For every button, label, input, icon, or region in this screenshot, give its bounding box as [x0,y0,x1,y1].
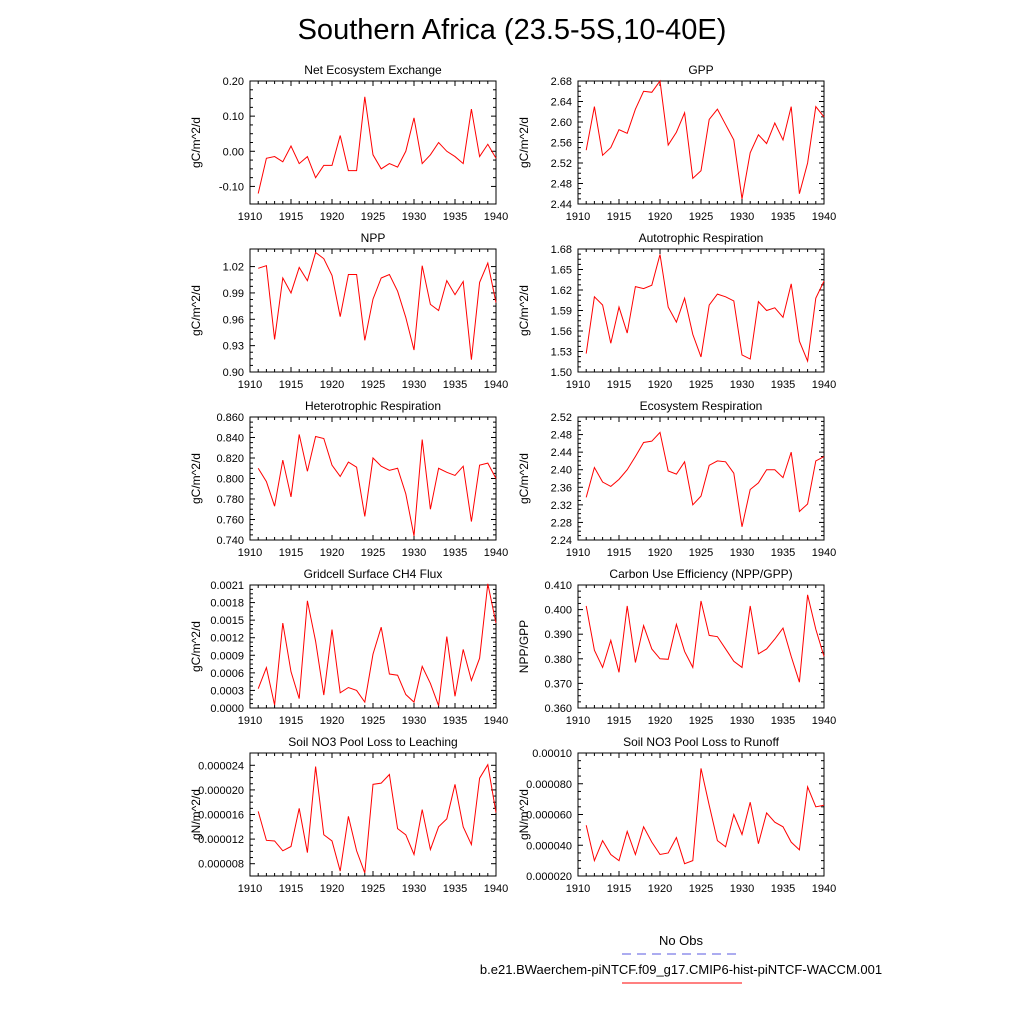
page-title: Southern Africa (23.5-5S,10-40E) [297,14,727,46]
panel-title: Soil NO3 Pool Loss to Runoff [623,735,779,749]
x-tick-label: 1910 [565,211,591,223]
y-axis-label: NPP/GPP [517,619,531,674]
x-tick-label: 1915 [606,211,632,223]
x-tick-label: 1930 [401,211,427,223]
y-tick-label: 0.000020 [526,871,572,883]
x-tick-label: 1925 [688,883,714,895]
y-axis-label: gC/m^2/d [189,117,203,168]
panel-title: Autotrophic Respiration [638,231,764,245]
y-tick-label: 0.0006 [210,667,244,680]
x-tick-label: 1940 [483,379,509,391]
x-tick-label: 1910 [237,715,263,727]
x-tick-label: 1910 [237,547,263,559]
y-tick-label: 2.36 [550,482,572,495]
series-line [258,434,496,535]
x-tick-label: 1925 [688,379,714,391]
series-line [586,595,824,682]
x-tick-label: 1920 [647,211,673,223]
x-tick-label: 1915 [606,379,632,391]
y-axis-label: gC/m^2/d [517,285,531,336]
y-tick-label: 0.000016 [198,809,244,822]
x-tick-label: 1925 [360,883,386,895]
x-tick-label: 1935 [770,715,796,727]
y-tick-label: 0.0009 [210,650,244,663]
y-axis-label: gC/m^2/d [189,621,203,672]
x-tick-label: 1930 [401,883,427,895]
y-tick-label: 2.32 [550,499,572,512]
x-tick-label: 1935 [442,211,468,223]
y-tick-label: 2.52 [550,412,572,424]
series-line [258,584,496,706]
x-tick-label: 1920 [647,547,673,559]
y-tick-label: -0.10 [218,181,244,194]
y-tick-label: 0.000008 [198,858,244,871]
x-tick-label: 1935 [442,547,468,559]
y-tick-label: 0.0000 [210,703,244,715]
y-tick-label: 2.44 [550,199,572,211]
y-tick-label: 0.740 [216,535,244,547]
x-tick-label: 1940 [483,883,509,895]
x-tick-label: 1915 [278,715,304,727]
x-tick-label: 1935 [770,883,796,895]
panel-title: NPP [360,231,386,245]
x-tick-label: 1940 [483,715,509,727]
panel-title: GPP [688,63,714,77]
y-tick-label: 0.90 [222,367,244,379]
y-tick-label: 2.48 [550,178,572,191]
x-tick-label: 1920 [647,883,673,895]
y-axis-label: gN/m^2/d [517,789,531,840]
x-tick-label: 1935 [770,547,796,559]
x-tick-label: 1925 [360,715,386,727]
y-tick-label: 0.410 [544,580,572,592]
y-tick-label: 0.0003 [210,685,244,698]
y-tick-label: 0.000080 [526,778,572,791]
x-tick-label: 1940 [811,883,837,895]
x-tick-label: 1935 [442,883,468,895]
y-tick-label: 0.96 [222,314,244,327]
x-tick-label: 1910 [237,211,263,223]
y-tick-label: 0.860 [216,412,244,424]
y-tick-label: 0.000040 [526,840,572,853]
x-tick-label: 1930 [729,547,755,559]
x-tick-label: 1915 [278,379,304,391]
y-tick-label: 2.68 [550,76,572,88]
x-tick-label: 1925 [360,211,386,223]
series-line [258,765,496,873]
x-tick-label: 1920 [319,379,345,391]
x-tick-label: 1915 [606,715,632,727]
chart-panel [517,231,836,391]
y-tick-label: 2.52 [550,158,572,170]
x-tick-label: 1940 [811,211,837,223]
y-tick-label: 1.02 [222,261,244,274]
x-tick-label: 1910 [565,883,591,895]
series-line [586,81,824,199]
x-tick-label: 1930 [729,211,755,223]
x-tick-label: 1915 [606,547,632,559]
chart-panel [189,63,508,223]
x-tick-label: 1910 [237,883,263,895]
chart-panel [189,567,508,727]
y-tick-label: 0.800 [216,473,244,486]
y-tick-label: 1.56 [550,326,572,338]
y-axis-label: gC/m^2/d [517,453,531,504]
x-tick-label: 1910 [237,379,263,391]
x-tick-label: 1915 [606,883,632,895]
x-tick-label: 1925 [360,547,386,559]
y-tick-label: 0.0015 [210,615,244,628]
y-tick-label: 0.10 [222,111,244,124]
x-tick-label: 1925 [688,715,714,727]
y-tick-label: 0.00 [222,146,244,159]
x-tick-label: 1915 [278,883,304,895]
chart-panel [517,63,836,223]
y-tick-label: 1.68 [550,244,572,256]
chart-panel [517,399,836,559]
x-tick-label: 1930 [401,547,427,559]
series-line [586,768,824,863]
legend [480,933,882,983]
y-tick-label: 0.840 [216,432,244,445]
y-tick-label: 0.0018 [210,597,244,610]
y-axis-label: gC/m^2/d [189,285,203,336]
y-tick-label: 1.62 [550,285,572,297]
panel-title: Ecosystem Respiration [639,399,763,413]
x-tick-label: 1930 [401,379,427,391]
y-tick-label: 1.59 [550,305,572,318]
y-tick-label: 0.000020 [198,784,244,797]
panel-title: Heterotrophic Respiration [304,399,442,413]
y-tick-label: 0.99 [222,287,244,300]
panel-title: Carbon Use Efficiency (NPP/GPP) [609,567,793,581]
y-axis-label: gN/m^2/d [189,789,203,840]
x-tick-label: 1935 [442,379,468,391]
y-tick-label: 0.93 [222,340,244,353]
series-line [258,97,496,194]
x-tick-label: 1920 [647,715,673,727]
plot-frame [250,753,496,876]
y-tick-label: 0.000060 [526,809,572,822]
x-tick-label: 1920 [319,211,345,223]
y-tick-label: 2.64 [550,96,572,109]
x-tick-label: 1935 [442,715,468,727]
y-tick-label: 2.40 [550,464,572,477]
y-tick-label: 0.400 [544,604,572,617]
y-axis-label: gC/m^2/d [189,453,203,504]
legend-label: b.e21.BWaerchem-piNTCF.f09_g17.CMIP6-hist-piNTCF-WACCM.001 [479,962,883,977]
plot-frame [250,249,496,372]
panel-title: Soil NO3 Pool Loss to Leaching [288,735,458,749]
x-tick-label: 1920 [319,715,345,727]
chart-panel [517,567,836,727]
y-tick-label: 2.44 [550,447,572,460]
x-tick-label: 1940 [811,379,837,391]
y-axis-label: gC/m^2/d [517,117,531,168]
y-tick-label: 0.370 [544,678,572,691]
y-tick-label: 0.380 [544,653,572,666]
x-tick-label: 1940 [483,211,509,223]
plot-frame [578,249,824,372]
y-tick-label: 1.53 [550,346,572,359]
x-tick-label: 1920 [319,547,345,559]
x-tick-label: 1940 [811,715,837,727]
chart-panel [189,399,508,559]
y-tick-label: 2.60 [550,117,572,129]
series-line [586,254,824,361]
x-tick-label: 1910 [565,379,591,391]
chart-panel [189,231,508,391]
series-line [586,432,824,526]
legend-label: No Obs [658,933,704,948]
y-tick-label: 2.24 [550,535,572,547]
x-tick-label: 1935 [770,211,796,223]
x-tick-label: 1930 [401,715,427,727]
x-tick-label: 1915 [278,547,304,559]
x-tick-label: 1940 [483,547,509,559]
x-tick-label: 1910 [565,547,591,559]
x-tick-label: 1935 [770,379,796,391]
x-tick-label: 1920 [319,883,345,895]
x-tick-label: 1925 [688,547,714,559]
y-tick-label: 2.56 [550,137,572,150]
y-tick-label: 0.0021 [210,580,244,592]
x-tick-label: 1930 [729,379,755,391]
plot-frame [578,81,824,204]
y-tick-label: 0.390 [544,629,572,642]
x-tick-label: 1915 [278,211,304,223]
x-tick-label: 1925 [360,379,386,391]
panel-title: Net Ecosystem Exchange [304,63,442,77]
x-tick-label: 1910 [565,715,591,727]
y-tick-label: 0.0012 [210,632,244,645]
y-tick-label: 0.20 [222,76,244,88]
y-tick-label: 2.28 [550,517,572,530]
y-tick-label: 0.820 [216,453,244,465]
x-tick-label: 1930 [729,715,755,727]
y-tick-label: 0.00010 [532,748,572,760]
x-tick-label: 1920 [647,379,673,391]
plot-frame [578,417,824,540]
x-tick-label: 1940 [811,547,837,559]
y-tick-label: 0.000024 [198,760,244,773]
y-tick-label: 0.780 [216,494,244,506]
plot-frame [250,81,496,204]
y-tick-label: 0.360 [544,703,572,715]
chart-panel [517,735,836,895]
y-tick-label: 1.65 [550,264,572,277]
y-tick-label: 1.50 [550,367,572,379]
panel-title: Gridcell Surface CH4 Flux [303,567,443,581]
y-tick-label: 0.000012 [198,834,244,847]
y-tick-label: 2.48 [550,429,572,442]
series-line [258,253,496,360]
chart-panel [189,735,508,895]
y-tick-label: 0.760 [216,514,244,527]
x-tick-label: 1930 [729,883,755,895]
x-tick-label: 1925 [688,211,714,223]
